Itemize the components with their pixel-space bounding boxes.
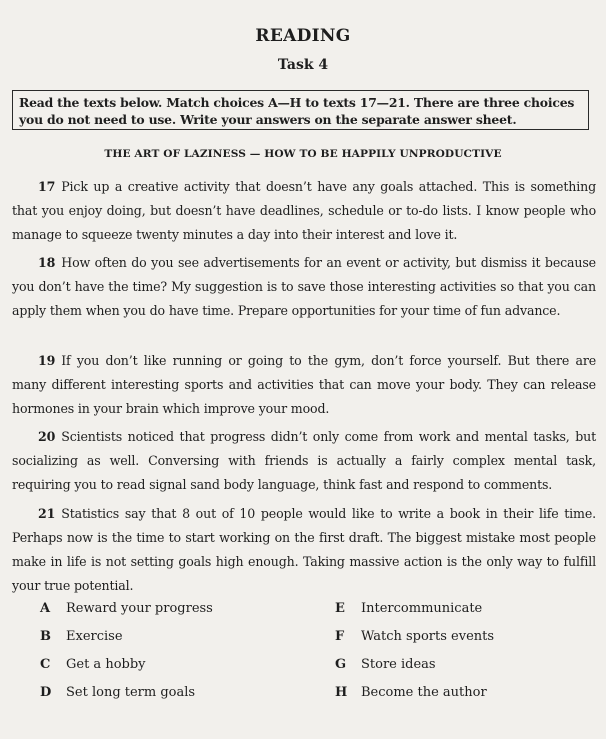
text-21 [12, 502, 596, 598]
choice-text: Reward your progress [66, 601, 213, 616]
choice-letter: A [40, 601, 51, 616]
text-body: Scientists noticed that progress didn’t only come from work and mental tasks, but socializing as well. Conversing with friends is actually a fairly complex mental task, requiring you to read signal sand body language, think fast and respond to comments. [12, 429, 596, 492]
choice-a [40, 599, 213, 619]
instructions-box: Read the texts below. Match choices A—H to texts 17—21. There are three choices you do not need to use. Write your answers on the separate answer sheet. [12, 90, 589, 130]
choice-letter: H [335, 685, 348, 700]
choice-text: Set long term goals [66, 685, 196, 700]
choice-g [335, 655, 436, 675]
choices-list [0, 597, 606, 717]
choice-e [335, 599, 482, 619]
text-number: 17 [38, 179, 56, 194]
choice-text: Watch sports events [361, 629, 495, 644]
text-number: 20 [38, 429, 56, 444]
text-19 [12, 349, 596, 421]
choice-letter: B [40, 629, 51, 644]
article-title: THE ART OF LAZINESS — HOW TO BE HAPPILY UNPRODUCTIVE [104, 148, 502, 160]
choice-letter: F [335, 629, 345, 644]
choice-text: Get a hobby [66, 657, 146, 672]
text-body: How often do you see advertisements for an event or activity, but dismiss it because you don’t have the time? My suggestion is to save those interesting activities so that you can apply them when you do have time. Prepare opportunities for your time of fun advance. [12, 255, 596, 318]
choice-text: Intercommunicate [361, 601, 483, 616]
choice-letter: D [40, 685, 52, 700]
text-body: Statistics say that 8 out of 10 people would like to write a book in their life time. Perhaps now is the time to start working on the first draft. The biggest mistake most people make in life is not setting goals high enough. Taking massive action is the only way to fulfill your true potential. [12, 506, 596, 593]
text-number: 18 [38, 255, 56, 270]
page-title: READING [255, 26, 351, 46]
text-body: If you don’t like running or going to the gym, don’t force yourself. But there are many different interesting sports and activities that can move your body. They can release hormones in your brain which improve your mood. [12, 353, 596, 416]
text-17 [12, 175, 596, 247]
choice-d [40, 683, 195, 703]
choice-letter: E [335, 601, 345, 616]
choice-f [335, 627, 494, 647]
text-number: 19 [38, 353, 56, 368]
choice-h [335, 683, 487, 703]
text-body: Pick up a creative activity that doesn’t have any goals attached. This is something that you enjoy doing, but doesn’t have deadlines, schedule or to-do lists. I know people who manage to squeeze twenty minutes a day into their interest and love it. [12, 179, 596, 242]
choice-text: Store ideas [361, 657, 436, 672]
choice-letter: G [335, 657, 347, 672]
choice-c [40, 655, 146, 675]
text-20 [12, 425, 596, 497]
text-number: 21 [38, 506, 56, 521]
text-18 [12, 251, 596, 323]
choice-b [40, 627, 123, 647]
choice-letter: C [40, 657, 51, 672]
task-label: Task 4 [277, 57, 329, 73]
choice-text: Become the author [361, 685, 487, 700]
choice-text: Exercise [66, 629, 123, 644]
